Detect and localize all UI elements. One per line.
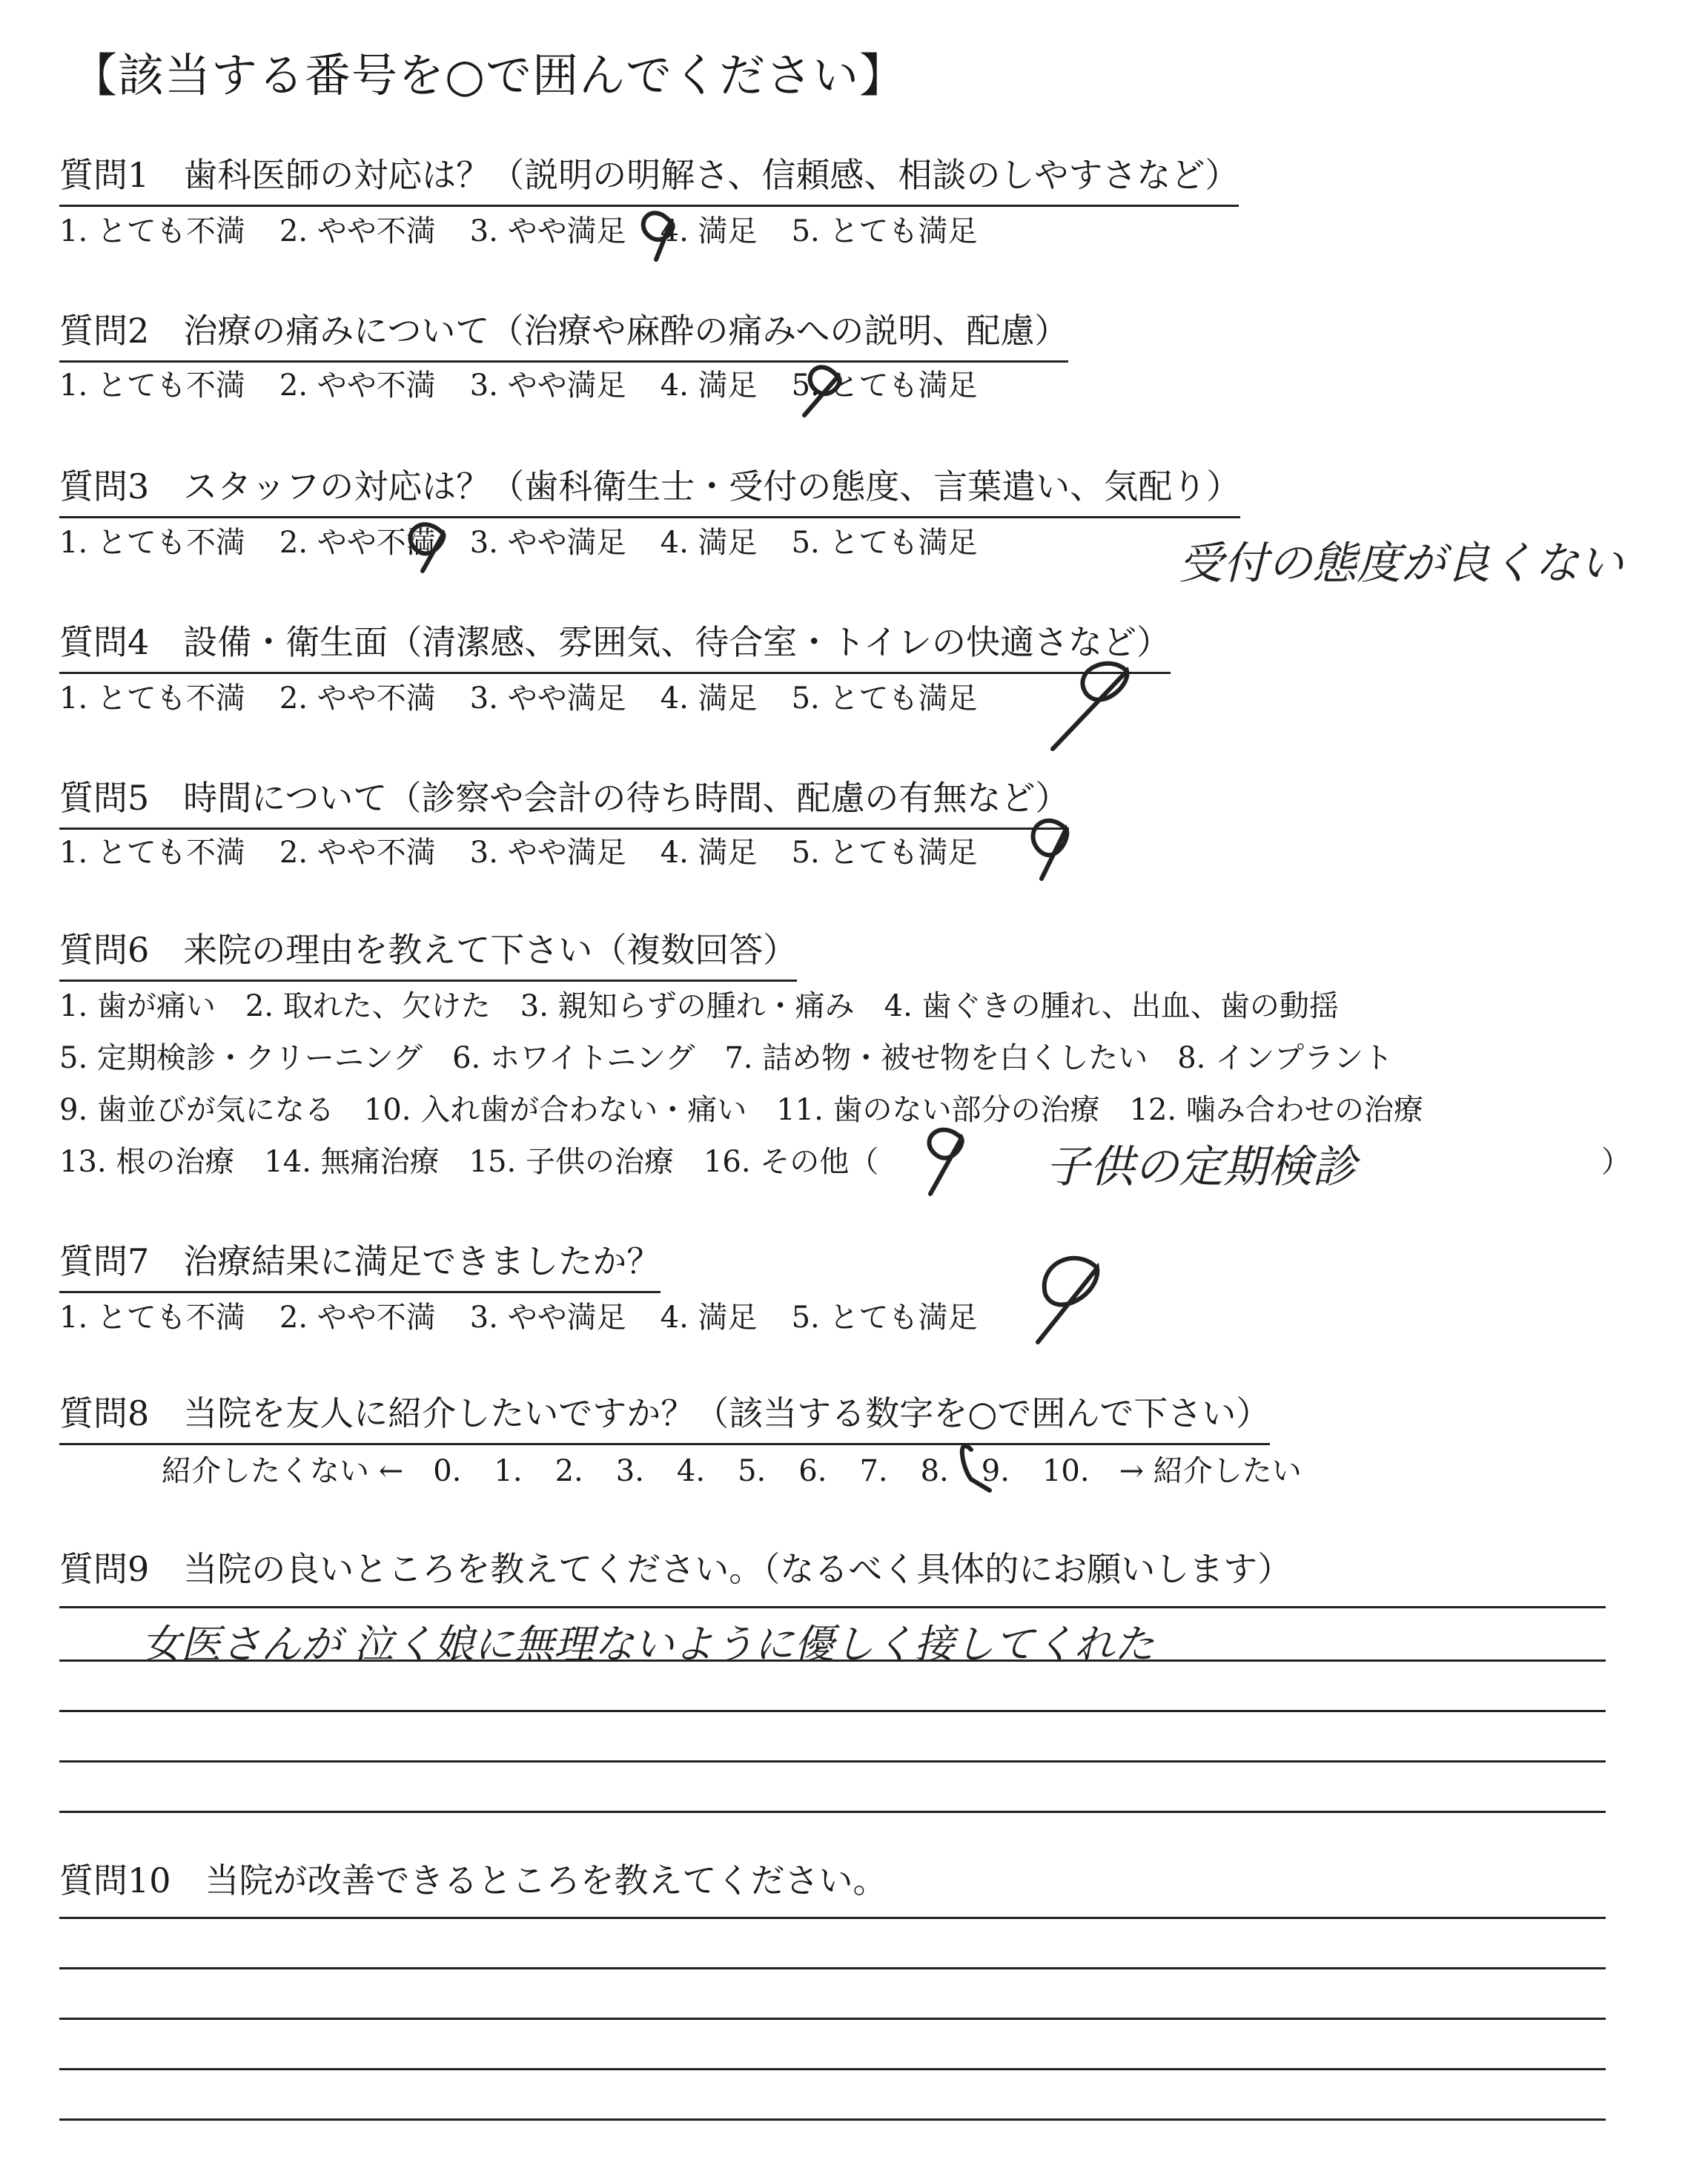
q3-option-4[interactable]: 4. 満足	[660, 526, 758, 560]
q3-option-2[interactable]: 2. やや不満	[279, 526, 436, 560]
q4-option-4[interactable]: 4. 満足	[660, 681, 758, 716]
q1-option-1[interactable]: 1. とても不満	[59, 214, 245, 248]
q4-option-5[interactable]: 5. とても満足	[791, 681, 978, 716]
q4-heading: 質問4 設備・衛生面（清潔感、雰囲気、待合室・トイレの快適さなど）	[59, 615, 1171, 674]
q3-option-3[interactable]: 3. やや満足	[469, 526, 626, 560]
q9-answer-line-5	[59, 1811, 1606, 1813]
q8-option-2[interactable]: 2.	[555, 1454, 583, 1488]
q3-heading: 質問3 スタッフの対応は？（歯科衛生士・受付の態度、言葉遣い、気配り）	[59, 460, 1240, 518]
q8-heading: 質問8 当院を友人に紹介したいですか？（該当する数字を○で囲んで下さい）	[59, 1387, 1270, 1445]
q9-answer-line-1	[59, 1606, 1606, 1608]
q7-option-3[interactable]: 3. やや満足	[469, 1301, 626, 1335]
q8-option-7[interactable]: 7.	[859, 1454, 888, 1488]
q4-option-2[interactable]: 2. やや不満	[279, 681, 436, 716]
q5-options	[59, 829, 977, 871]
q10-answer-line-1[interactable]	[59, 1917, 1606, 1919]
q6-options-line-3[interactable]: 9. 歯並びが気になる 10. 入れ歯が合わない・痛い 11. 歯のない部分の治療 12. 噛み合わせの治療	[59, 1093, 1423, 1127]
q3-option-5[interactable]: 5. とても満足	[791, 526, 978, 560]
q2-option-3[interactable]: 3. やや満足	[469, 369, 626, 403]
q2-options	[59, 362, 977, 404]
q6-close-paren: ）	[1601, 1145, 1631, 1179]
q8-option-0[interactable]: 0.	[433, 1454, 462, 1488]
q9-handwritten-answer[interactable]: 女医さんが 泣く娘に無理ないように優しく接してくれた	[141, 1621, 1155, 1668]
q7-option-1[interactable]: 1. とても不満	[59, 1301, 245, 1335]
q8-option-4[interactable]: 4.	[676, 1454, 706, 1488]
q7-option-5[interactable]: 5. とても満足	[791, 1301, 978, 1335]
q4-options	[59, 675, 977, 717]
q8-option-10[interactable]: 10.	[1042, 1454, 1090, 1488]
q10-answer-line-2[interactable]	[59, 1967, 1606, 1969]
q10-answer-line-5[interactable]	[59, 2118, 1606, 2121]
q8-scale	[162, 1447, 1302, 1490]
q2-option-4[interactable]: 4. 満足	[660, 369, 758, 403]
q9-answer-line-4	[59, 1760, 1606, 1763]
q2-option-5[interactable]: 5. とても満足	[791, 369, 978, 403]
q10-answer-line-3[interactable]	[59, 2018, 1606, 2020]
q5-heading: 質問5 時間について（診察や会計の待ち時間、配慮の有無など）	[59, 771, 1069, 830]
q8-right-label: → 紹介したい	[1119, 1454, 1302, 1488]
q10-heading: 質問10 当院が改善できるところを教えてください。	[59, 1860, 887, 1900]
q10-answer-line-4[interactable]	[59, 2068, 1606, 2070]
q9-heading: 質問9 当院の良いところを教えてください。（なるべく具体的にお願いします）	[59, 1549, 1292, 1589]
q7-heading: 質問7 治療結果に満足できましたか？	[59, 1235, 661, 1293]
q9-answer-line-3	[59, 1710, 1606, 1712]
q5-option-5[interactable]: 5. とても満足	[791, 836, 978, 870]
q6-options-line-2[interactable]: 5. 定期検診・クリーニング 6. ホワイトニング 7. 詰め物・被せ物を白くしたい 8. インプラント	[59, 1041, 1394, 1075]
q8-option-3[interactable]: 3.	[615, 1454, 644, 1488]
q6-options-line-4[interactable]: 13. 根の治療 14. 無痛治療 15. 子供の治療 16. その他（	[59, 1145, 879, 1179]
q2-option-1[interactable]: 1. とても不満	[59, 369, 245, 403]
q6-other-handwritten: 子供の定期検診	[1045, 1141, 1357, 1193]
q8-option-8[interactable]: 8.	[920, 1454, 949, 1488]
q2-heading: 質問2 治療の痛みについて（治療や麻酔の痛みへの説明、配慮）	[59, 304, 1068, 363]
q6-selection-mark	[929, 1130, 961, 1194]
q4-option-3[interactable]: 3. やや満足	[469, 681, 626, 716]
q5-option-2[interactable]: 2. やや不満	[279, 836, 436, 870]
q9-answer-line-2	[59, 1659, 1606, 1662]
q5-option-1[interactable]: 1. とても不満	[59, 836, 245, 870]
q8-left-label: 紹介したくない ←	[162, 1454, 404, 1488]
q8-option-6[interactable]: 6.	[798, 1454, 827, 1488]
q6-options-line-1[interactable]: 1. 歯が痛い 2. 取れた、欠けた 3. 親知らずの腫れ・痛み 4. 歯ぐきの腫れ、出血、歯の動揺	[59, 989, 1339, 1023]
q1-option-3[interactable]: 3. やや満足	[469, 214, 626, 248]
page-title: 【該当する番号を○で囲んでください】	[71, 48, 907, 102]
q1-option-4[interactable]: 4. 満足	[660, 214, 758, 248]
q8-option-9[interactable]: 9.	[981, 1454, 1010, 1488]
q4-option-1[interactable]: 1. とても不満	[59, 681, 245, 716]
q4-selection-mark	[1053, 664, 1127, 749]
q7-option-2[interactable]: 2. やや不満	[279, 1301, 436, 1335]
q8-option-1[interactable]: 1.	[494, 1454, 523, 1488]
q5-option-4[interactable]: 4. 満足	[660, 836, 758, 870]
q1-option-5[interactable]: 5. とても満足	[791, 214, 978, 248]
q7-selection-mark	[1038, 1258, 1097, 1342]
q1-option-2[interactable]: 2. やや不満	[279, 214, 436, 248]
q6-heading: 質問6 来院の理由を教えて下さい（複数回答）	[59, 923, 797, 982]
q2-option-2[interactable]: 2. やや不満	[279, 369, 436, 403]
q7-options	[59, 1294, 977, 1336]
q3-handwritten-comment: 受付の態度が良くない	[1179, 538, 1623, 589]
q5-option-3[interactable]: 3. やや満足	[469, 836, 626, 870]
q3-option-1[interactable]: 1. とても不満	[59, 526, 245, 560]
q7-option-4[interactable]: 4. 満足	[660, 1301, 758, 1335]
q3-options	[59, 519, 977, 561]
q8-option-5[interactable]: 5.	[738, 1454, 767, 1488]
q1-heading: 質問1 歯科医師の対応は？（説明の明解さ、信頼感、相談のしやすさなど）	[59, 148, 1239, 207]
q1-options	[59, 208, 977, 250]
